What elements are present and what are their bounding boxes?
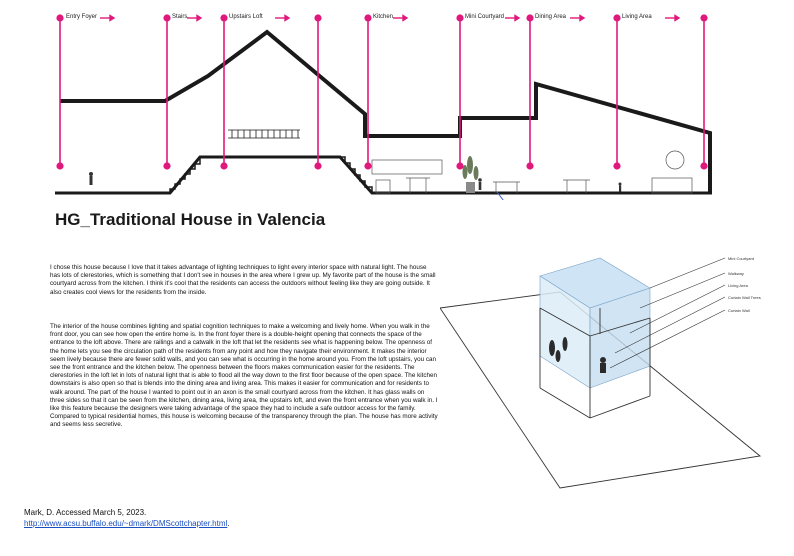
interior-furniture bbox=[372, 151, 692, 193]
loft-railing bbox=[228, 130, 300, 138]
citation-url-line bbox=[24, 518, 230, 529]
ground-floor-line bbox=[55, 157, 712, 193]
axon-label-mini-courtyard: Mini Courtyard bbox=[728, 256, 755, 261]
citation-block bbox=[24, 507, 230, 529]
courtyard-plant bbox=[463, 156, 479, 193]
axon-label-curtain-wall-trees: Curtain Wall Trees bbox=[728, 295, 761, 300]
paragraph-analysis: The interior of the house combines lighting and spatial cognition techniques to make a welcoming and lively home. When you walk in the front door, you can see how open the entire home is. In the front foyer there is a double-height opening that connects the space of the entrance to the loft above. There are railings and a catwalk in the loft that let the residents see what is happening below. The openness of the home lets you see the circulation path of the residents from any point and how they navigate their environment. It makes the interior seem lively because there are fewer solid walls, and you can see what is occurring in the home around you. From the loft upstairs, you can see the front entrance and the kitchen below. The openness between the floors makes communication easier for the residents. The clerestories in the loft let in lots of natural light that is able to flood all the way down to the first floor because of the open space. The kitchen downstairs is also open so that is blends into the dining area and living area. This makes it easier for communication and for residents to walk around. The part of the house I wanted to point out in an axon is the small courtyard across from the kitchen. It has glass walls on three sides so that it can be seen from the kitchen, dining area, living area, the upstairs loft, and even the front entrance when you walk in. I like this feature because the designers were taking advantage of the space they had to include a safe outdoor access for the family. Compared to typical residential homes, this house is welcoming because of the transparency through the plan. The house has more activity and seems less secretive. bbox=[50, 323, 438, 429]
axon-label-living-area: Living Area bbox=[728, 283, 748, 288]
marker-label-mini-courtyard: Mini Courtyard bbox=[465, 14, 505, 20]
section-roof-outline bbox=[60, 32, 710, 193]
paragraph-intro: I chose this house because I love that it takes advantage of lighting techniques to light every interior space with natural light. The house has lots of clerestories, which is something that I don't see in houses in the area where I grew up. My favorite part of the house is the small courtyard across from the kitchen. I think it's cool that the residents can access the outdoors without feeling like they are going outside. It also creates cool views for the residents from the inside. bbox=[50, 264, 436, 296]
citation-period: . bbox=[227, 519, 230, 528]
marker-label-living-area: Living Area bbox=[622, 14, 652, 20]
page-title: HG_Traditional House in Valencia bbox=[55, 210, 326, 229]
marker-label-stairs: Stairs bbox=[172, 14, 188, 20]
axon-label-curtain-wall: Curtain Wall bbox=[728, 308, 750, 313]
building-section-drawing bbox=[0, 0, 794, 200]
marker-label-upstairs-loft: Upstairs Loft bbox=[229, 14, 263, 20]
marker-label-dining-area: Dining Area bbox=[535, 14, 567, 20]
section-markers bbox=[57, 15, 707, 169]
marker-label-entry-foyer: Entry Foyer bbox=[66, 14, 98, 20]
marker-label-kitchen: Kitchen bbox=[373, 14, 394, 20]
citation-text: Mark, D. Accessed March 5, 2023. bbox=[24, 508, 147, 517]
axon-label-walkway: Walkway bbox=[728, 271, 744, 276]
citation-link[interactable]: http://www.acsu.buffalo.edu/~dmark/DMScottchapter.html bbox=[24, 519, 228, 528]
